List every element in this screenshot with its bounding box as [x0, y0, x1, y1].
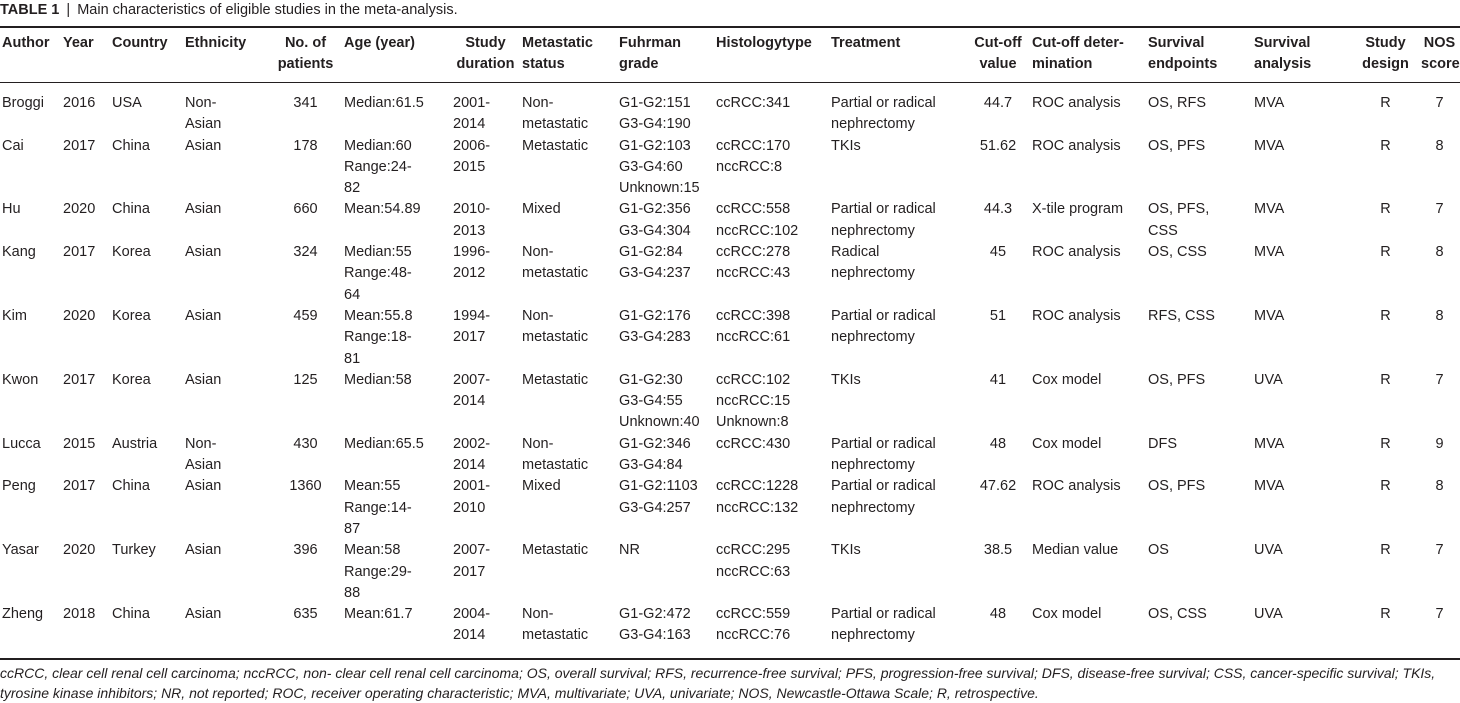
table-cell: 7 — [1435, 371, 1444, 388]
table-cell: ccRCC:278 nccRCC:43 — [716, 244, 791, 282]
column-header: Study duration — [456, 35, 515, 73]
table-cell: Partial or radical nephrectomy — [831, 606, 936, 644]
table-cell: 459 — [293, 307, 318, 324]
table-cell: Mean:55.8 Range:18- 81 — [344, 307, 413, 367]
column-header: Year — [63, 35, 94, 51]
table-cell: OS, CSS — [1148, 606, 1207, 623]
table-cell: G1-G2:1103 G3-G4:257 — [619, 478, 698, 516]
table-cell: ccRCC:170 nccRCC:8 — [716, 137, 791, 175]
table-cell: 2020 — [63, 201, 96, 218]
table-cell: G1-G2:30 G3-G4:55 Unknown:40 — [619, 371, 700, 431]
table-cell: ccRCC:430 — [716, 435, 791, 452]
table-cell: 47.62 — [979, 478, 1017, 495]
table-cell: 8 — [1435, 244, 1444, 261]
table-cell: Cox model — [1032, 371, 1102, 388]
table-cell: 2001- 2010 — [453, 478, 491, 516]
table-cell: 324 — [293, 244, 318, 261]
table-cell: R — [1380, 307, 1391, 324]
table-cell: G1-G2:176 G3-G4:283 — [619, 307, 691, 346]
table-cell: MVA — [1254, 95, 1285, 111]
table-cell: 1360 — [289, 478, 322, 495]
table-cell: Partial or radical nephrectomy — [831, 201, 936, 239]
table-row — [0, 82, 1460, 136]
table-cell: R — [1380, 542, 1391, 559]
table-cell: 660 — [293, 201, 318, 218]
table-cell: Non- metastatic — [522, 244, 589, 282]
table-cell: Mean:58 Range:29- 88 — [344, 542, 412, 601]
table-cell: Lucca — [2, 435, 41, 452]
table-cell: G1-G2:346 G3-G4:84 — [619, 435, 691, 474]
table-cell: 2002- 2014 — [453, 435, 491, 474]
table-cell: China — [112, 478, 150, 495]
table-cell: Metastatic — [522, 371, 589, 388]
table-cell: 2017 — [63, 371, 96, 388]
table-cell: R — [1380, 478, 1391, 495]
table-cell: R — [1380, 435, 1391, 452]
table-cell: Partial or radical nephrectomy — [831, 95, 936, 133]
table-body — [0, 82, 1460, 650]
column-header: Author — [2, 35, 50, 51]
table-cell: 125 — [293, 371, 318, 388]
table-cell: ROC analysis — [1032, 244, 1121, 261]
table-cell: 7 — [1435, 542, 1444, 559]
table-cell: Asian — [185, 478, 222, 495]
table-cell: 2001- 2014 — [453, 95, 491, 133]
table-cell: 7 — [1435, 95, 1444, 111]
table-cell: Hu — [2, 201, 21, 218]
table-cell: 2007- 2017 — [453, 542, 491, 580]
table-cell: Korea — [112, 371, 151, 388]
column-header: Age (year) — [344, 35, 415, 51]
table-cell: RFS, CSS — [1148, 307, 1215, 324]
table-cell: ROC analysis — [1032, 478, 1121, 495]
table-cell: R — [1380, 201, 1391, 218]
table-cell: Median:60 Range:24- 82 — [344, 137, 412, 197]
table-cell: Peng — [2, 478, 36, 495]
table-cell: Korea — [112, 244, 151, 261]
table-cell: 51 — [989, 307, 1007, 324]
table-cell: ccRCC:398 nccRCC:61 — [716, 307, 791, 346]
table-cell: Mean:54.89 — [344, 201, 421, 218]
table-cell: 2015 — [63, 435, 96, 452]
table-cell: Cox model — [1032, 606, 1102, 623]
table-cell: Mean:61.7 — [344, 606, 413, 623]
table-cell: Asian — [185, 371, 222, 388]
column-header: Study design — [1362, 35, 1409, 73]
table-cell: 635 — [293, 606, 318, 623]
table-cell: R — [1380, 371, 1391, 388]
table-row — [0, 370, 1460, 434]
table-cell: Yasar — [2, 542, 39, 559]
table-cell: 2020 — [63, 542, 96, 559]
table-cell: 48 — [989, 435, 1007, 452]
table-cell: Kwon — [2, 371, 39, 388]
table-cell: 8 — [1435, 137, 1444, 154]
table-cell: MVA — [1254, 307, 1285, 324]
table-row — [0, 434, 1460, 477]
table-cell: 2007- 2014 — [453, 371, 491, 410]
table-cell: Median:65.5 — [344, 435, 424, 452]
table-label: TABLE 1 — [0, 2, 60, 18]
table-cell: 44.7 — [983, 95, 1013, 111]
column-header: Metastatic status — [522, 35, 593, 73]
table-cell: Cai — [2, 137, 24, 154]
table-cell: 8 — [1435, 307, 1444, 324]
table-cell: 2018 — [63, 606, 96, 623]
table-cell: Zheng — [2, 606, 44, 623]
table-cell: Asian — [185, 307, 222, 324]
column-header: Country — [112, 35, 168, 51]
table-cell: 430 — [293, 435, 318, 452]
column-header: Survival endpoints — [1148, 35, 1218, 73]
table-cell: TKIs — [831, 137, 861, 154]
table-cell: X-tile program — [1032, 201, 1124, 218]
table-row — [0, 540, 1460, 604]
table-cell: OS, CSS — [1148, 244, 1207, 261]
table-cell: Partial or radical nephrectomy — [831, 478, 936, 516]
table-cell: R — [1380, 137, 1391, 154]
table-cell: 2020 — [63, 307, 96, 324]
table-cell: ccRCC:558 nccRCC:102 — [716, 201, 799, 239]
table-cell: Kim — [2, 307, 27, 324]
table-cell: Asian — [185, 606, 222, 623]
table-cell: 7 — [1435, 606, 1444, 623]
table-cell: Median:58 — [344, 371, 412, 388]
table-cell: UVA — [1254, 606, 1283, 623]
table-cell: ROC analysis — [1032, 307, 1121, 324]
table-cell: Asian — [185, 542, 222, 559]
table-cell: 1994- 2017 — [453, 307, 491, 346]
table-cell: Korea — [112, 307, 151, 324]
table-cell: 2016 — [63, 95, 96, 111]
table-cell: China — [112, 201, 150, 218]
table-cell: 2004- 2014 — [453, 606, 491, 644]
table-cell: ccRCC:295 nccRCC:63 — [716, 542, 791, 580]
table-cell: G1-G2:472 G3-G4:163 — [619, 606, 691, 644]
table-cell: OS, PFS — [1148, 371, 1206, 388]
table-cell: 2017 — [63, 478, 96, 495]
table-cell: Asian — [185, 244, 222, 261]
table-cell: 2006- 2015 — [453, 137, 491, 175]
table-cell: 2017 — [63, 244, 96, 261]
table-cell: 341 — [293, 95, 318, 111]
table-cell: Non- Asian — [185, 95, 222, 133]
table-cell: R — [1380, 95, 1391, 111]
table-cell: MVA — [1254, 478, 1285, 495]
table-cell: MVA — [1254, 244, 1285, 261]
table-cell: 38.5 — [983, 542, 1013, 559]
table-cell: MVA — [1254, 435, 1285, 452]
table-cell: G1-G2:84 G3-G4:237 — [619, 244, 691, 282]
table-cell: Asian — [185, 137, 222, 154]
table-cell: MVA — [1254, 201, 1285, 218]
bottom-rule — [0, 658, 1460, 660]
table-cell: ROC analysis — [1032, 137, 1121, 154]
column-header: Ethnicity — [185, 35, 247, 51]
table-cell: Partial or radical nephrectomy — [831, 307, 936, 346]
table-cell: OS, PFS — [1148, 137, 1206, 154]
table-cell: 2017 — [63, 137, 96, 154]
column-header: NOS score — [1421, 35, 1460, 73]
caption-separator: | — [66, 2, 71, 18]
table-cell: TKIs — [831, 542, 861, 559]
table-cell: ccRCC:341 — [716, 95, 791, 111]
table-cell: USA — [112, 95, 142, 111]
table-cell: Mean:55 Range:14- 87 — [344, 478, 412, 537]
table-cell: China — [112, 606, 150, 623]
table-cell: Asian — [185, 201, 222, 218]
table-cell: ccRCC:1228 nccRCC:132 — [716, 478, 799, 516]
table-cell: Turkey — [112, 542, 156, 559]
table-cell: Non- metastatic — [522, 435, 589, 474]
column-header: Fuhrman grade — [619, 35, 682, 73]
table-cell: OS, PFS, CSS — [1148, 201, 1210, 239]
table-cell: Partial or radical nephrectomy — [831, 435, 936, 474]
table-cell: MVA — [1254, 137, 1285, 154]
column-header: Histologytype — [716, 35, 812, 51]
table-cell: R — [1380, 244, 1391, 261]
table-cell: 2010- 2013 — [453, 201, 491, 239]
column-header: Cut-off value — [974, 35, 1022, 73]
table-row — [0, 136, 1460, 200]
table-cell: Median:55 Range:48- 64 — [344, 244, 412, 303]
table-row — [0, 604, 1460, 650]
table-cell: 1996- 2012 — [453, 244, 491, 282]
table-title: Main characteristics of eligible studies in the meta-analysis. — [77, 2, 458, 18]
table-cell: OS, PFS — [1148, 478, 1206, 495]
table-cell: ROC analysis — [1032, 95, 1121, 111]
table-cell: UVA — [1254, 371, 1283, 388]
table-cell: NR — [619, 542, 640, 559]
table-cell: Median value — [1032, 542, 1119, 559]
table-cell: Non- metastatic — [522, 95, 589, 133]
table-caption — [0, 0, 458, 22]
table-cell: China — [112, 137, 150, 154]
table-cell: 9 — [1435, 435, 1444, 452]
table-cell: TKIs — [831, 371, 861, 388]
column-header: No. of patients — [277, 35, 334, 73]
header-row — [0, 33, 1460, 82]
table-cell: Metastatic — [522, 137, 589, 154]
table-cell: Mixed — [522, 478, 561, 495]
column-header: Survival analysis — [1254, 35, 1312, 73]
table-cell: Metastatic — [522, 542, 589, 559]
table-cell: 41 — [989, 371, 1007, 388]
table-row — [0, 306, 1460, 370]
table-row — [0, 242, 1460, 306]
characteristics-table — [0, 33, 1460, 650]
table-cell: G1-G2:356 G3-G4:304 — [619, 201, 691, 239]
column-header: Cut-off deter- mination — [1032, 35, 1124, 73]
table-row — [0, 476, 1460, 540]
table-cell: Non- metastatic — [522, 606, 589, 644]
table-cell: 7 — [1435, 201, 1444, 218]
table-cell: R — [1380, 606, 1391, 623]
table-footnote: ccRCC, clear cell renal cell carcinoma; nccRCC, non- clear cell renal cell carcinoma; OS, overall survival; RFS, recurrence-free survival; PFS, progression-free survival; DFS, disease-free survival; CSS, cancer-specific survival; TKIs, tyrosine kinase inhibitors; NR, not reported; ROC, receiver operating characteristic; MVA, multivariate; UVA, univariate; NOS, Newcastle-Ottawa Scale; R, retrospective. — [0, 665, 1436, 701]
top-rule — [0, 26, 1460, 28]
table-cell: 48 — [989, 606, 1007, 623]
table-cell: 8 — [1435, 478, 1444, 495]
table-cell: OS, RFS — [1148, 95, 1207, 111]
column-header: Treatment — [831, 35, 901, 51]
table-cell: 45 — [989, 244, 1007, 261]
table-cell: OS — [1148, 542, 1169, 559]
table-cell: G1-G2:151 G3-G4:190 — [619, 95, 691, 133]
table-cell: Kang — [2, 244, 36, 261]
table-cell: ccRCC:102 nccRCC:15 Unknown:8 — [716, 371, 791, 431]
table-cell: DFS — [1148, 435, 1177, 452]
table-cell: 396 — [293, 542, 318, 559]
table-cell: 51.62 — [979, 137, 1017, 154]
table-cell: Non- Asian — [185, 435, 222, 474]
table-cell: G1-G2:103 G3-G4:60 Unknown:15 — [619, 137, 700, 197]
table-cell: ccRCC:559 nccRCC:76 — [716, 606, 791, 644]
table-cell: 44.3 — [983, 201, 1013, 218]
table-cell: Cox model — [1032, 435, 1102, 452]
table-cell: UVA — [1254, 542, 1283, 559]
table-cell: Mixed — [522, 201, 561, 218]
table-cell: Median:61.5 — [344, 95, 424, 111]
table-cell: Broggi — [2, 95, 44, 111]
table-cell: Non- metastatic — [522, 307, 589, 346]
table-cell: Austria — [112, 435, 158, 452]
table-cell: Radical nephrectomy — [831, 244, 915, 282]
table-row — [0, 199, 1460, 242]
table-cell: 178 — [293, 137, 318, 154]
